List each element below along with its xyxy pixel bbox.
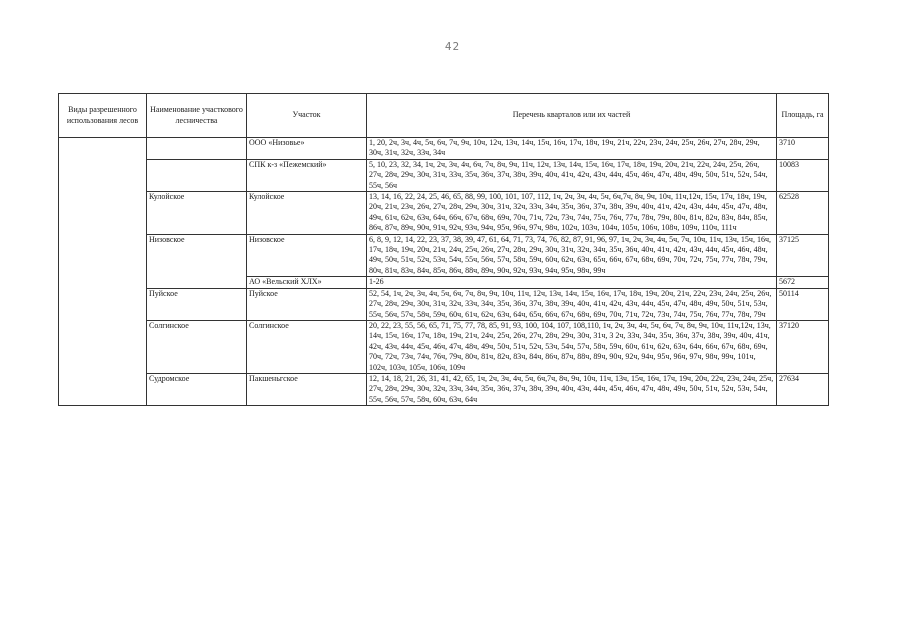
table-row (59, 234, 829, 277)
quarters-cell: 6, 8, 9, 12, 14, 22, 23, 37, 38, 39, 47, 61, 64, 71, 73, 74, 76, 82, 87, 91, 96, 97, 1ч, 2ч, 3ч, 4ч, 5ч, 7ч, 10ч, 11ч, 13ч, 15ч, 16ч, 17ч, 18ч, 19ч, 20ч, 21ч, 24ч, 25ч, 26ч, 27ч, 28ч, 29ч, 30ч, 31ч, 32ч, 34ч, 35ч, 36ч, 40ч, 41ч, 42ч, 43ч, 44ч, 45ч, 46ч, 48ч, 49ч, 50ч, 51ч, 52ч, 53ч, 54ч, 55ч, 56ч, 57ч, 58ч, 59ч, 60ч, 62ч, 63ч, 65ч, 66ч, 67ч, 68ч, 69ч, 70ч, 72ч, 75ч, 77ч, 78ч, 79ч, 80ч, 81ч, 83ч, 84ч, 85ч, 86ч, 88ч, 89ч, 90ч, 92ч, 93ч, 94ч, 95ч, 98ч, 99ч (367, 234, 777, 277)
plot-cell: Кулойское (247, 192, 367, 235)
plot-cell: Пуйское (247, 288, 367, 320)
quarters-cell: 12, 14, 18, 21, 26, 31, 41, 42, 65, 1ч, 2ч, 3ч, 4ч, 5ч, 6ч,7ч, 8ч, 9ч, 10ч, 11ч, 13ч, 15ч, 16ч, 17ч, 19ч, 20ч, 22ч, 23ч, 24ч, 25ч, 27ч, 28ч, 29ч, 30ч, 32ч, 33ч, 34ч, 35ч, 36ч, 37ч, 38ч, 39ч, 40ч, 43ч, 44ч, 45ч, 46ч, 47ч, 48ч, 49ч, 50ч, 51ч, 52ч, 53ч, 54ч, 55ч, 56ч, 57ч, 58ч, 60ч, 63ч, 64ч (367, 373, 777, 405)
area-cell: 27634 (777, 373, 829, 405)
area-cell: 10083 (777, 159, 829, 191)
area-cell: 62528 (777, 192, 829, 235)
plot-cell: СПК к-з «Пежемский» (247, 159, 367, 191)
area-cell: 37125 (777, 234, 829, 277)
table-row (59, 320, 829, 373)
header-plot: Участок (247, 94, 367, 138)
quarters-cell: 13, 14, 16, 22, 24, 25, 46, 65, 88, 99, 100, 101, 107, 112, 1ч, 2ч, 3ч, 4ч, 5ч, 6ч,7ч, 8ч, 9ч, 10ч, 11ч,12ч, 15ч, 17ч, 18ч, 19ч, 20ч, 21ч, 23ч, 26ч, 27ч, 28ч, 29ч, 30ч, 31ч, 32ч, 33ч, 34ч, 35ч, 36ч, 37ч, 38ч, 39ч, 40ч, 41ч, 42ч, 43ч, 44ч, 45ч, 47ч, 48ч, 49ч, 61ч, 62ч, 63ч, 64ч, 66ч, 67ч, 68ч, 69ч, 70ч, 71ч, 72ч, 73ч, 74ч, 75ч, 76ч, 77ч, 78ч, 79ч, 80ч, 81ч, 82ч, 83ч, 84ч, 85ч, 86ч, 87ч, 89ч, 90ч, 91ч, 92ч, 93ч, 94ч, 95ч, 96ч, 97ч, 98ч, 102ч, 103ч, 104ч, 105ч, 106ч, 108ч, 109ч, 110ч, 111ч (367, 192, 777, 235)
forest-quarters-table (58, 93, 829, 406)
quarters-cell: 1-26 (367, 277, 777, 288)
forestry-cell: Солгинское (147, 320, 247, 373)
plot-cell: Низовское (247, 234, 367, 277)
header-area: Площадь, га (777, 94, 829, 138)
quarters-cell: 5, 10, 23, 32, 34, 1ч, 2ч, 3ч, 4ч, 6ч, 7ч, 8ч, 9ч, 11ч, 12ч, 13ч, 14ч, 15ч, 16ч, 17ч, 18ч, 19ч, 20ч, 21ч, 22ч, 24ч, 25ч, 26ч, 27ч, 28ч, 29ч, 30ч, 31ч, 33ч, 35ч, 36ч, 37ч, 38ч, 39ч, 40ч, 41ч, 42ч, 43ч, 44ч, 45ч, 46ч, 47ч, 48ч, 49ч, 50ч, 51ч, 52ч, 54ч, 55ч, 56ч (367, 159, 777, 191)
quarters-cell: 52, 54, 1ч, 2ч, 3ч, 4ч, 5ч, 6ч, 7ч, 8ч, 9ч, 10ч, 11ч, 12ч, 13ч, 14ч, 15ч, 16ч, 17ч, 18ч, 19ч, 20ч, 21ч, 22ч, 23ч, 24ч, 25ч, 26ч, 27ч, 28ч, 29ч, 30ч, 31ч, 32ч, 33ч, 34ч, 35ч, 36ч, 37ч, 38ч, 39ч, 40ч, 41ч, 42ч, 43ч, 44ч, 45ч, 47ч, 48ч, 49ч, 50ч, 51ч, 53ч, 55ч, 56ч, 57ч, 58ч, 59ч, 60ч, 61ч, 62ч, 63ч, 64ч, 65ч, 66ч, 67ч, 68ч, 69ч, 70ч, 71ч, 72ч, 73ч, 74ч, 75ч, 76ч, 77ч, 78ч, 79ч (367, 288, 777, 320)
quarters-cell: 20, 22, 23, 55, 56, 65, 71, 75, 77, 78, 85, 91, 93, 100, 104, 107, 108,110, 1ч, 2ч, 3ч, 4ч, 5ч, 6ч, 7ч, 8ч, 9ч, 10ч, 11ч,12ч, 13ч, 14ч, 15ч, 16ч, 17ч, 18ч, 19ч, 21ч, 24ч, 25ч, 26ч, 27ч, 28ч, 29ч, 30ч, 31ч, 3 2ч, 33ч, 34ч, 35ч, 36ч, 37ч, 38ч, 39ч, 40ч, 41ч, 42ч, 43ч, 44ч, 45ч, 46ч, 47ч, 48ч, 49ч, 50ч, 51ч, 52ч, 53ч, 54ч, 57ч, 58ч, 59ч, 60ч, 61ч, 62ч, 63ч, 64ч, 66ч, 67ч, 68ч, 69ч, 70ч, 72ч, 73ч, 74ч, 76ч, 79ч, 80ч, 81ч, 82ч, 83ч, 84ч, 86ч, 87ч, 88ч, 89ч, 90ч, 92ч, 94ч, 95ч, 96ч, 97ч, 98ч, 99ч, 101ч, 102ч, 103ч, 105ч, 106ч, 109ч (367, 320, 777, 373)
table-row (59, 373, 829, 405)
forestry-cell: Пуйское (147, 288, 247, 320)
table-header-row (59, 94, 829, 138)
plot-cell: Солгинское (247, 320, 367, 373)
area-cell: 5672 (777, 277, 829, 288)
quarters-cell: 1, 20, 2ч, 3ч, 4ч, 5ч, 6ч, 7ч, 9ч, 10ч, 12ч, 13ч, 14ч, 15ч, 16ч, 17ч, 18ч, 19ч, 21ч, 22ч, 23ч, 24ч, 25ч, 26ч, 27ч, 28ч, 29ч, 30ч, 31ч, 32ч, 33ч, 34ч (367, 138, 777, 160)
plot-cell: АО «Вельский ХЛХ» (247, 277, 367, 288)
table-row (59, 192, 829, 235)
table-row (59, 288, 829, 320)
forest-use-type-cell (59, 138, 147, 406)
header-forest-use-types: Виды разрешенного использования лесов (59, 94, 147, 138)
header-quarters-list: Перечень кварталов или их частей (367, 94, 777, 138)
plot-cell: ООО «Низовье» (247, 138, 367, 160)
forestry-cell: Низовское (147, 234, 247, 288)
forestry-cell (147, 159, 247, 191)
header-forestry-name: Наименование участкового лесничества (147, 94, 247, 138)
page-number: 42 (444, 40, 461, 53)
plot-cell: Пакшеньгское (247, 373, 367, 405)
table-row (59, 159, 829, 191)
area-cell: 3710 (777, 138, 829, 160)
forestry-cell (147, 138, 247, 160)
area-cell: 37120 (777, 320, 829, 373)
area-cell: 50114 (777, 288, 829, 320)
forestry-cell: Судромское (147, 373, 247, 405)
table-row (59, 138, 829, 160)
forestry-cell: Кулойское (147, 192, 247, 235)
